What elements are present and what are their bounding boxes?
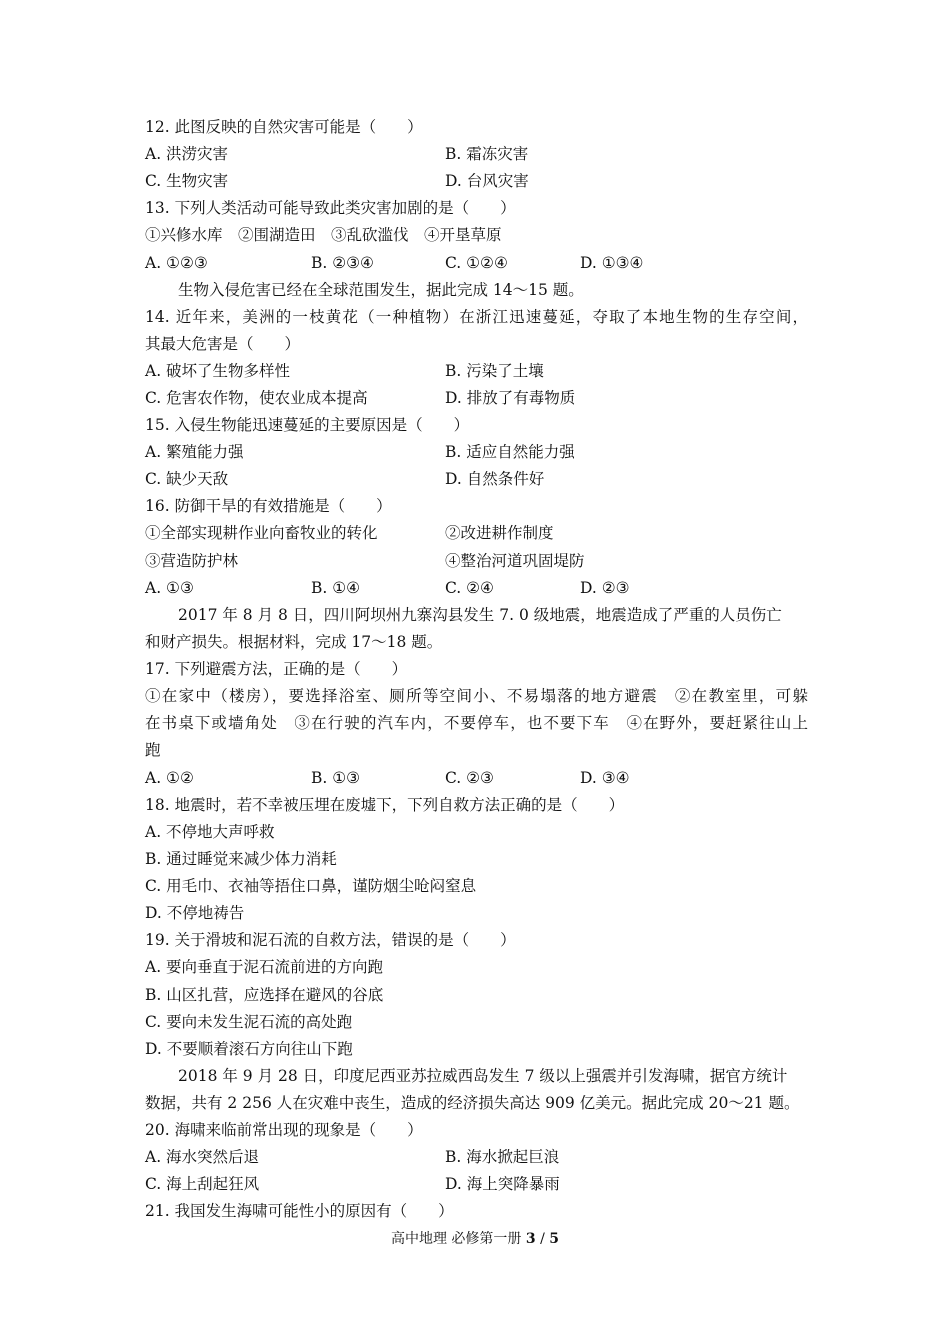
q14-option-c: C. 危害农作物，使农业成本提高: [145, 389, 368, 407]
q17-option-b: B. ①③: [311, 769, 361, 787]
q14-stem-line2: 其最大危害是（ ）: [145, 335, 301, 353]
q20-option-a: A. 海水突然后退: [145, 1148, 260, 1166]
q18-stem: 18. 地震时，若不幸被压埋在废墟下，下列自救方法正确的是（ ）: [145, 796, 625, 814]
q18-option-a: A. 不停地大声呼救: [145, 823, 275, 841]
q17-items-line1: ①在家中（楼房），要选择浴室、厕所等空间小、不易塌落的地方避震 ②在教室里，可躲: [145, 687, 808, 705]
q17-items-line3: 跑: [145, 741, 161, 759]
q20-option-b: B. 海水掀起巨浪: [445, 1148, 560, 1166]
q17-option-a: A. ①②: [145, 769, 194, 787]
intro-20-21-line1: 2018 年 9 月 28 日，印度尼西亚苏拉威西岛发生 7 级以上强震并引发海啸，据官方统计: [178, 1067, 788, 1085]
q15-stem: 15. 入侵生物能迅速蔓延的主要原因是（ ）: [145, 416, 470, 434]
q16-option-c: C. ②④: [445, 579, 494, 597]
q15-option-d: D. 自然条件好: [445, 470, 545, 488]
q15-option-c: C. 缺少天敌: [145, 470, 229, 488]
q20-option-c: C. 海上刮起狂风: [145, 1175, 260, 1193]
q19-option-c: C. 要向未发生泥石流的高处跑: [145, 1013, 353, 1031]
q18-option-c: C. 用毛巾、衣袖等捂住口鼻，谨防烟尘呛闷窒息: [145, 877, 477, 895]
q13-option-a: A. ①②③: [145, 254, 208, 272]
q17-items-line2: 在书桌下或墙角处 ③在行驶的汽车内，不要停车，也不要下车 ④在野外，要赶紧往山上: [145, 714, 808, 732]
q19-option-d: D. 不要顺着滚石方向往山下跑: [145, 1040, 353, 1058]
footer-separator: /: [535, 1231, 550, 1247]
q20-option-d: D. 海上突降暴雨: [445, 1175, 560, 1193]
q13-option-d: D. ①③④: [580, 254, 644, 272]
q15-option-b: B. 适应自然能力强: [445, 443, 575, 461]
q16-stem: 16. 防御干旱的有效措施是（ ）: [145, 497, 392, 515]
q14-option-d: D. 排放了有毒物质: [445, 389, 576, 407]
q12-option-c: C. 生物灾害: [145, 172, 229, 190]
q15-option-a: A. 繁殖能力强: [145, 443, 244, 461]
q12-stem: 12. 此图反映的自然灾害可能是（ ）: [145, 118, 423, 136]
q16-item-2: ②改进耕作制度: [445, 524, 554, 542]
q13-option-c: C. ①②④: [445, 254, 508, 272]
q19-option-b: B. 山区扎营，应选择在避风的谷底: [145, 986, 384, 1004]
q18-option-b: B. 通过睡觉来减少体力消耗: [145, 850, 337, 868]
q16-item-3: ③营造防护林: [145, 552, 239, 570]
q17-option-d: D. ③④: [580, 769, 630, 787]
page-footer: [0, 1229, 950, 1249]
q13-option-b: B. ②③④: [311, 254, 374, 272]
q13-stem: 13. 下列人类活动可能导致此类灾害加剧的是（ ）: [145, 199, 516, 217]
q12-option-a: A. 洪涝灾害: [145, 145, 229, 163]
q12-option-d: D. 台风灾害: [445, 172, 529, 190]
q13-items: ①兴修水库 ②围湖造田 ③乱砍滥伐 ④开垦草原: [145, 226, 502, 244]
q16-option-d: D. ②③: [580, 579, 630, 597]
intro-17-18-line1: 2017 年 8 月 8 日，四川阿坝州九寨沟县发生 7. 0 级地震，地震造成了严重的人员伤亡: [178, 606, 782, 624]
q14-option-b: B. 污染了土壤: [445, 362, 544, 380]
q16-option-a: A. ①③: [145, 579, 194, 597]
q16-item-4: ④整治河道巩固堤防: [445, 552, 585, 570]
q21-stem: 21. 我国发生海啸可能性小的原因有（ ）: [145, 1202, 454, 1220]
footer-subject: 高中地理 必修第一册: [390, 1231, 522, 1247]
intro-20-21-line2: 数据，共有 2 256 人在灾难中丧生，造成的经济损失高达 909 亿美元。据此完成 20～21 题。: [145, 1094, 800, 1112]
q19-stem: 19. 关于滑坡和泥石流的自救方法，错误的是（ ）: [145, 931, 516, 949]
q17-option-c: C. ②③: [445, 769, 494, 787]
q17-stem: 17. 下列避震方法，正确的是（ ）: [145, 660, 408, 678]
q16-option-b: B. ①④: [311, 579, 361, 597]
q12-option-b: B. 霜冻灾害: [445, 145, 529, 163]
footer-page-total: 5: [549, 1231, 560, 1247]
q14-option-a: A. 破坏了生物多样性: [145, 362, 291, 380]
q20-stem: 20. 海啸来临前常出现的现象是（ ）: [145, 1121, 423, 1139]
q18-option-d: D. 不停地祷告: [145, 904, 245, 922]
q16-item-1: ①全部实现耕作业向畜牧业的转化: [145, 524, 378, 542]
intro-17-18-line2: 和财产损失。根据材料，完成 17～18 题。: [145, 633, 443, 651]
q14-stem-line1: 14. 近年来，美洲的一枝黄花（一种植物）在浙江迅速蔓延，夺取了本地生物的生存空间，: [145, 308, 808, 326]
intro-14-15: 生物入侵危害已经在全球范围发生，据此完成 14～15 题。: [178, 281, 584, 299]
footer-page-number: 3: [525, 1231, 536, 1247]
q19-option-a: A. 要向垂直于泥石流前进的方向跑: [145, 958, 384, 976]
